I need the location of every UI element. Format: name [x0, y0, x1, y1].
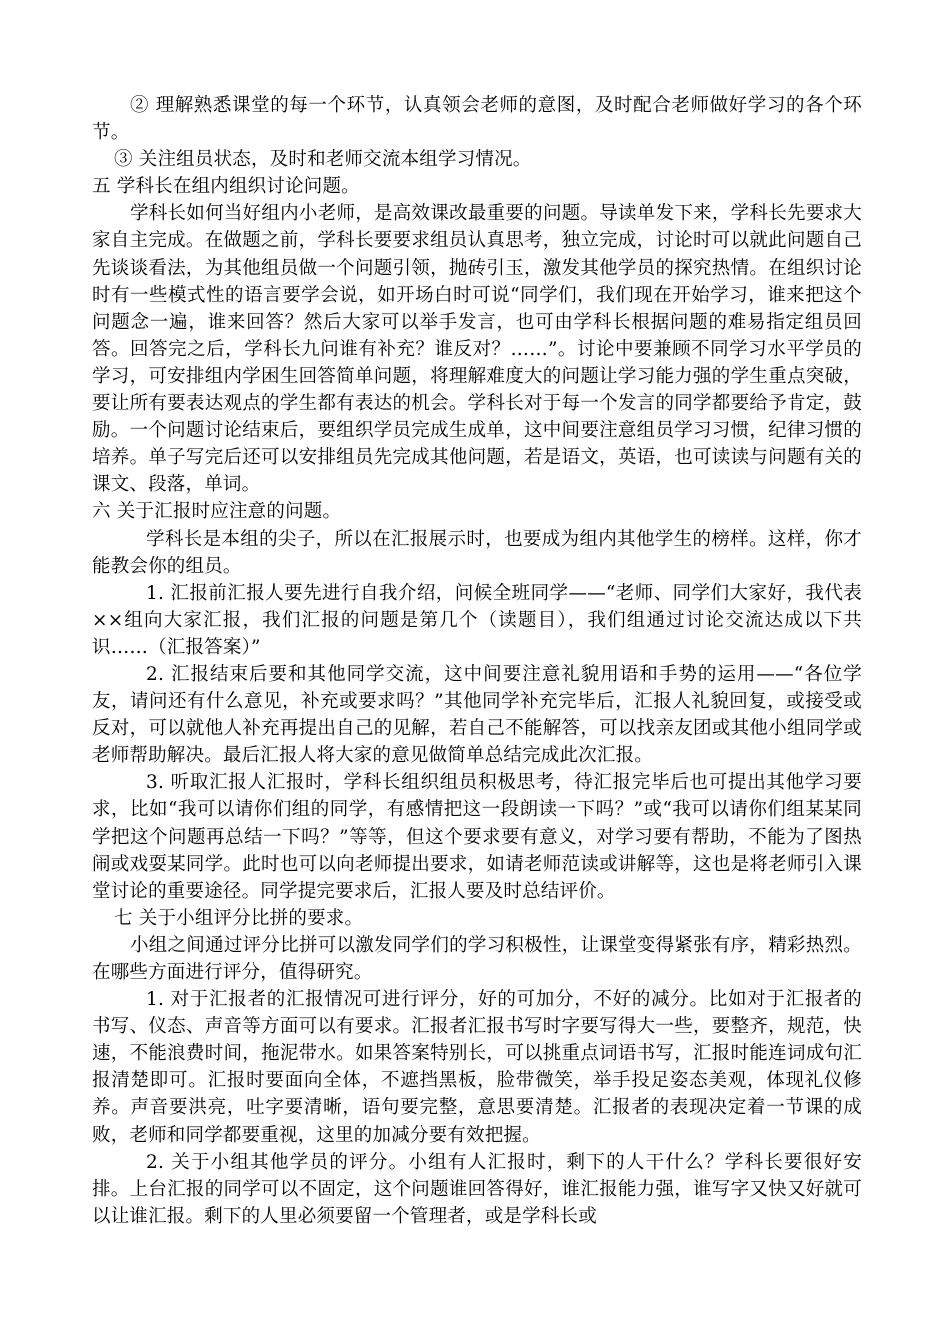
- paragraph-scoring-2: 2. 关于小组其他学员的评分。小组有人汇报时，剩下的人干什么？学科长要很好安排。上台汇报的同学可以不固定，这个问题谁回答得好，谁汇报能力强，谁写字又快又好就可以让谁汇报。剩下的人里必须要留一个管理者，或是学科长或: [92, 1151, 862, 1227]
- paragraph-scoring-1: 1. 对于汇报者的汇报情况可进行评分，好的可加分，不好的减分。比如对于汇报者的书写、仪态、声音等方面可以有要求。汇报者汇报书写时字要写得大一些，要整齐，规范，快速，不能浪费时间，拖泥带水。如果答案特别长，可以挑重点词语书写，汇报时能连词成句汇报清楚即可。汇报时要面向全体，不遮挡黑板，脸带微笑，举手投足姿态美观，体现礼仪修养。声音要洪亮，吐字要清晰，语句要完整，意思要清楚。汇报者的表现决定着一节课的成败，老师和同学都要重视，这里的加减分要有效把握。: [92, 989, 862, 1146]
- paragraph-item-2: ② 理解熟悉课堂的每一个环节，认真领会老师的意图，及时配合老师做好学习的各个环节。: [92, 95, 862, 144]
- document-body: [92, 92, 862, 1230]
- paragraph-scoring-intro: 小组之间通过评分比拼可以激发同学们的学习积极性，让课堂变得紧张有序，精彩热烈。在哪些方面进行评分，值得研究。: [92, 934, 862, 983]
- paragraph-report-1: 1. 汇报前汇报人要先进行自我介绍，问候全班同学——“老师、同学们大家好，我代表××组向大家汇报，我们汇报的问题是第几个（读题目），我们组通过讨论交流达成以下共识……（汇报答案）”: [92, 582, 862, 658]
- paragraph-item-3: ③ 关注组员状态，及时和老师交流本组学习情况。: [114, 149, 532, 171]
- section-heading-7: 七 关于小组评分比拼的要求。: [114, 907, 364, 929]
- section-heading-6: 六 关于汇报时应注意的问题。: [92, 501, 342, 523]
- section-heading-5: 五 学科长在组内组织讨论问题。: [92, 176, 360, 198]
- paragraph-report-2: 2. 汇报结束后要和其他同学交流，这中间要注意礼貌用语和手势的运用——“各位学友，请问还有什么意见，补充或要求吗？”其他同学补充完毕后，汇报人礼貌回复，或接受或反对，可以就他人补充再提出自己的见解，若自己不能解答，可以找亲友团或其他小组同学或老师帮助解决。最后汇报人将大家的意见做简单总结完成此次汇报。: [92, 663, 862, 767]
- paragraph-report-3: 3. 听取汇报人汇报时，学科长组织组员积极思考，待汇报完毕后也可提出其他学习要求，比如“我可以请你们组的同学，有感情把这一段朗读一下吗？”或“我可以请你们组某某同学把这个问题再总结一下吗？”等等，但这个要求要有意义，对学习要有帮助，不能为了图热闹或戏耍某同学。此时也可以向老师提出要求，如请老师范读或讲解等，这也是将老师引入课堂讨论的重要途径。同学提完要求后，汇报人要及时总结评价。: [92, 772, 862, 902]
- paragraph-discussion: 学科长如何当好组内小老师，是高效课改最重要的问题。导读单发下来，学科长先要求大家自主完成。在做题之前，学科长要要求组员认真思考，独立完成，讨论时可以就此问题自己先谈谈看法，为其他组员做一个问题引领，抛砖引玉，激发其他学员的探究热情。在组织讨论时有一些模式性的语言要学会说，如开场白时可说“同学们，我们现在开始学习，谁来把这个问题念一遍，谁来回答？然后大家可以举手发言，也可由学科长根据问题的难易指定组员回答。回答完之后，学科长九问谁有补充？谁反对？……”。讨论中要兼顾不同学习水平学员的学习，可安排组内学困生回答简单问题，将理解难度大的问题让学习能力强的学生重点突破，要让所有要表达观点的学生都有表达的机会。学科长对于每一个发言的同学都要给予肯定，鼓励。一个问题讨论结束后，要组织学员完成生成单，这中间要注意组员学习习惯，纪律习惯的培养。单子写完后还可以安排组员先完成其他问题，若是语文，英语，也可读读与问题有关的课文、段落，单词。: [92, 203, 862, 496]
- paragraph-report-intro: 学科长是本组的尖子，所以在汇报展示时，也要成为组内其他学生的榜样。这样，你才能教会你的组员。: [92, 528, 862, 577]
